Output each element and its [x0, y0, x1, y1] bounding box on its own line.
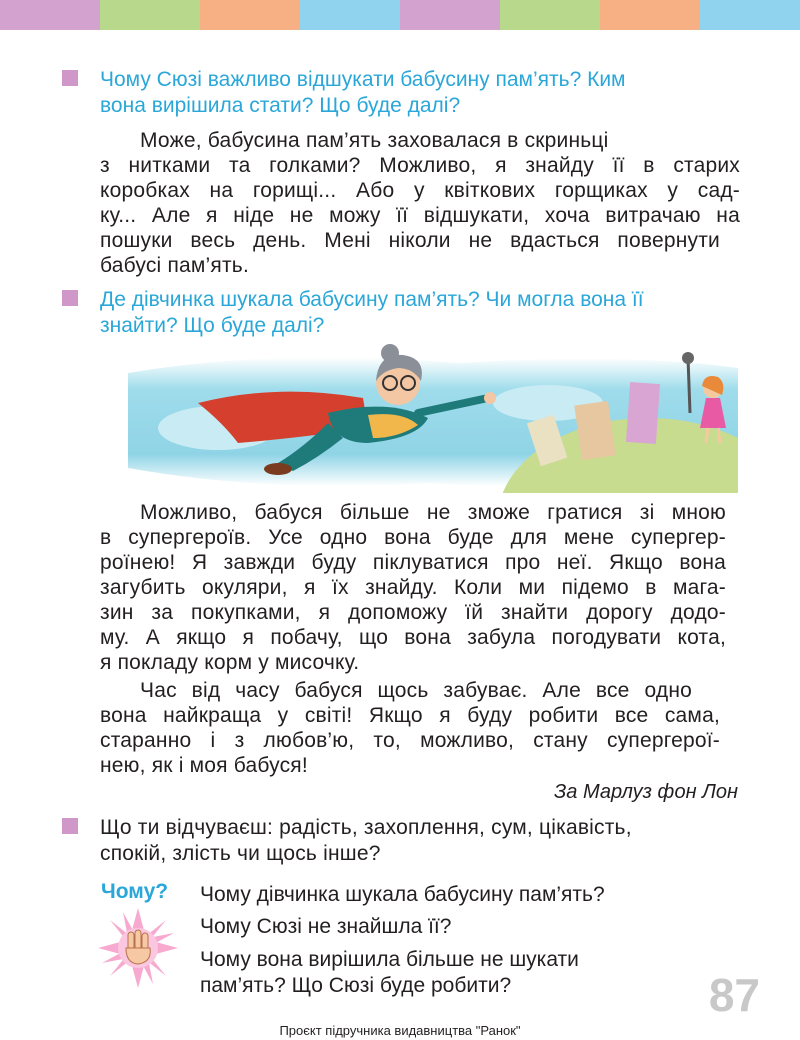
stripe — [400, 0, 500, 30]
question-3 — [100, 815, 740, 867]
why-question: Чому Сюзі не знайшла її? — [200, 915, 452, 938]
text-line: з нитками та голками? Можливо, я знайду її в старих — [100, 154, 740, 177]
text-line: вона найкраща у світі! Якщо я буду робити все сама, — [100, 704, 720, 727]
text-line: зин за покупками, я допоможу їй знайти дорогу додо- — [100, 601, 726, 624]
page-number: 87 — [708, 969, 760, 1021]
question-2 — [100, 287, 644, 339]
author-attribution: За Марлуз фон Лон — [553, 781, 738, 803]
street-lamp — [688, 358, 690, 413]
why-question: Чому вона вирішила більше не шукати — [200, 948, 579, 971]
question-1 — [100, 67, 625, 119]
text-line: бабусі пам’ять. — [100, 254, 249, 277]
text-line: му. А якщо я побачу, що вона забула погодувати кота, — [100, 626, 726, 649]
stripe — [100, 0, 200, 30]
question-bullet — [62, 290, 78, 306]
stripe — [500, 0, 600, 30]
text-line: нею, як і моя бабуся! — [100, 754, 308, 777]
why-label: Чому? — [101, 880, 169, 903]
question-line: вона вирішила стати? Що буде далі? — [100, 94, 461, 117]
question-line: спокій, злість чи щось інше? — [100, 842, 381, 865]
question-line: Що ти відчуваєш: радість, захоплення, сум, цікавість, — [100, 816, 632, 839]
question-bullet — [62, 818, 78, 834]
girl-leg — [718, 428, 720, 443]
question-line: Де дівчинка шукала бабусину пам’ять? Чи могла вона її — [100, 288, 644, 311]
three-fingers-hand-icon — [98, 908, 178, 988]
building — [626, 382, 660, 444]
text-line: старанно і з любов’ю, то, можливо, стану супергерої- — [100, 729, 720, 752]
text-line: в супергероїв. Усе одно вона буде для мене супергер- — [100, 526, 726, 549]
text-line: коробках на горищі... Або у квіткових горщиках у сад- — [100, 179, 740, 202]
text-line: я покладу корм у мисочку. — [100, 651, 360, 674]
stripe — [700, 0, 800, 30]
stripe — [300, 0, 400, 30]
why-question: Чому дівчинка шукала бабусину пам’ять? — [200, 883, 605, 906]
text-line: Може, бабусина пам’ять заховалася в скриньці — [140, 129, 609, 152]
paragraph-2 — [100, 500, 740, 675]
footer-note: Проєкт підручника видавництва "Ранок" — [279, 1023, 521, 1038]
question-bullet — [62, 70, 78, 86]
girl-leg — [706, 428, 708, 443]
paragraph-3 — [100, 678, 740, 778]
flying-grandma-superhero-illustration — [128, 343, 738, 493]
question-line: Чому Сюзі важливо відшукати бабусину пам’ять? Ким — [100, 68, 626, 91]
text-line: пошуки весь день. Мені ніколи не вдасться повернути — [100, 229, 720, 252]
grandma-hair-bun — [381, 344, 399, 362]
paragraph-1 — [100, 128, 740, 278]
question-line: знайти? Що буде далі? — [100, 314, 325, 337]
text-line: Час від часу бабуся щось забуває. Але все одно — [140, 679, 692, 702]
text-line: ку... Але я ніде не можу її відшукати, хоча витрачаю на — [100, 204, 740, 227]
text-line: загубить окуляри, я їх знайду. Коли ми підемо в мага- — [100, 576, 726, 599]
stripe — [200, 0, 300, 30]
top-color-stripes — [0, 0, 800, 30]
grandma-shoe — [264, 463, 292, 475]
stripe — [0, 0, 100, 30]
grandma-hand — [484, 392, 496, 404]
stripe — [600, 0, 700, 30]
text-line: роїнею! Я завжди буду піклуватися про неї. Якщо вона — [100, 551, 726, 574]
street-lamp-light — [682, 352, 694, 364]
text-line: Можливо, бабуся більше не зможе гратися зі мною — [140, 501, 726, 524]
why-question: пам’ять? Що Сюзі буде робити? — [200, 974, 512, 997]
